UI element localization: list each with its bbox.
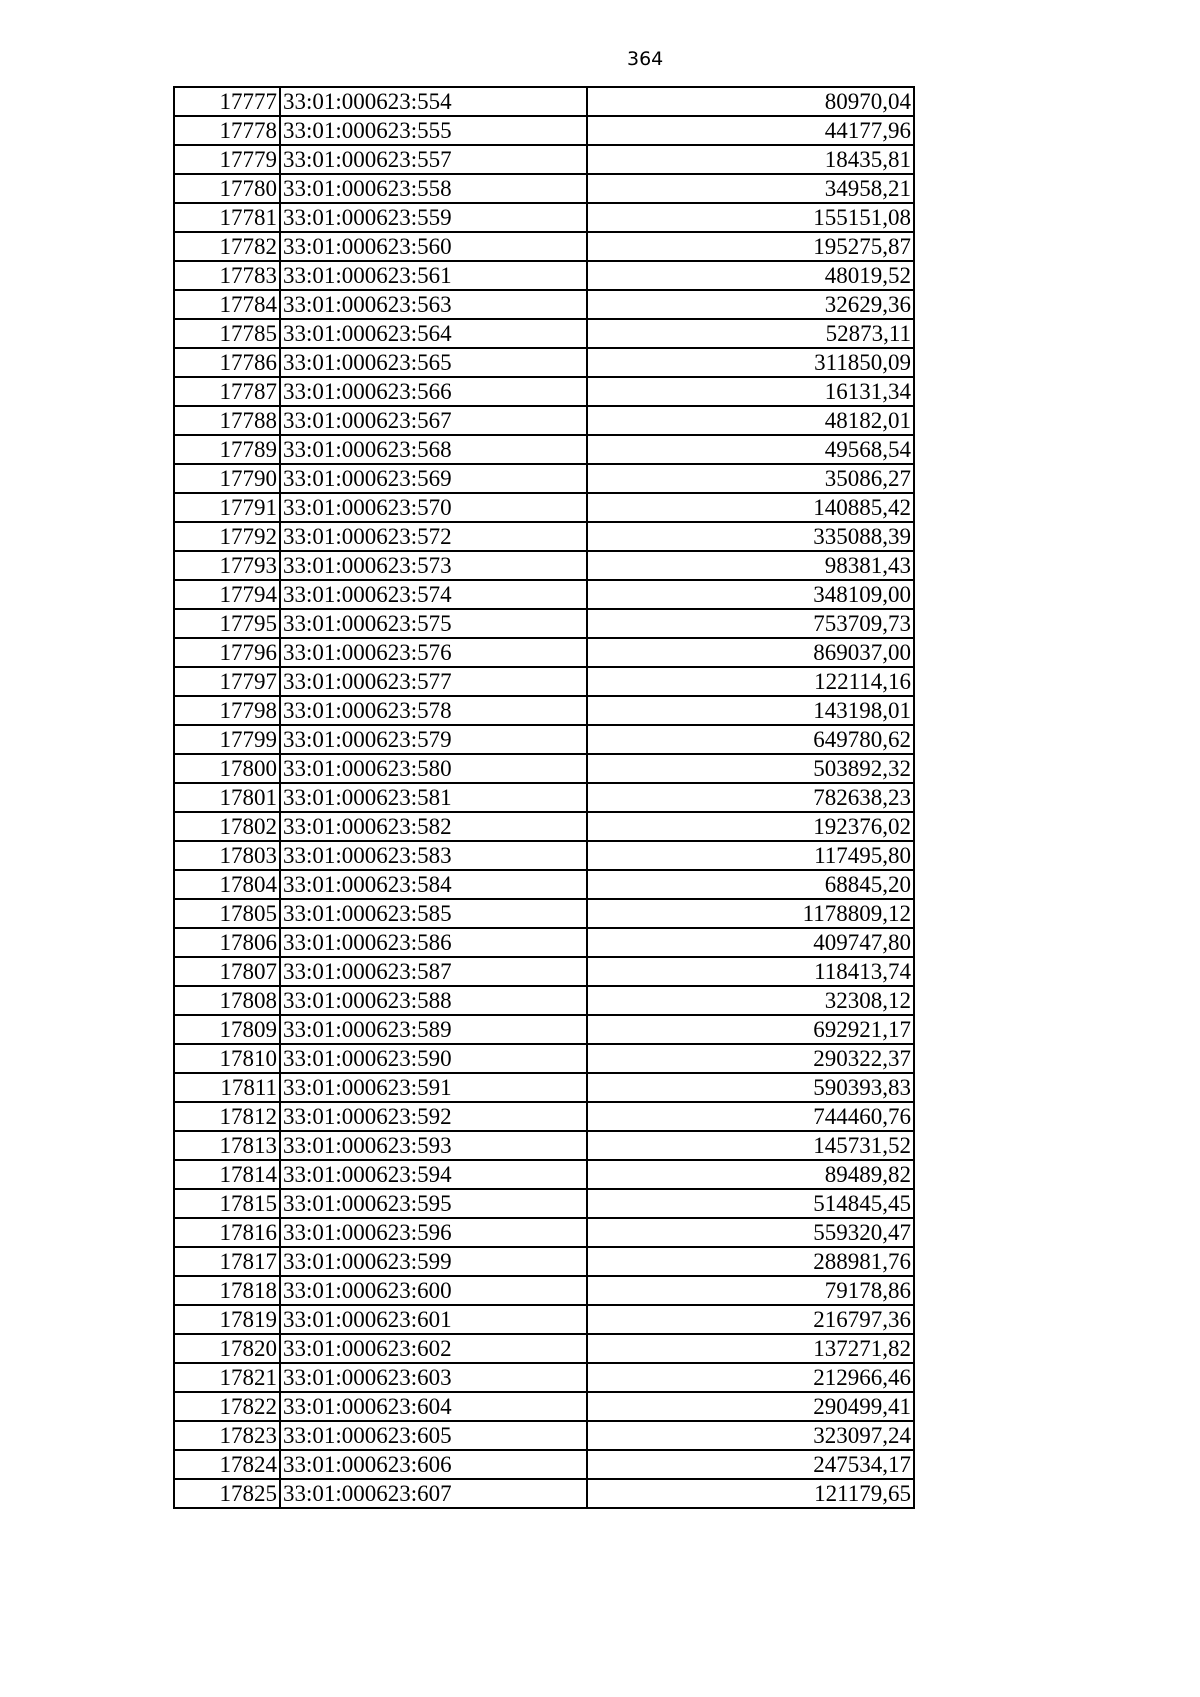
row-number-cell: 17806: [174, 928, 280, 957]
table-row: [174, 870, 914, 899]
cadastral-value-cell: 68845,20: [587, 870, 914, 899]
table-row: [174, 928, 914, 957]
cadastral-value-cell: 121179,65: [587, 1479, 914, 1508]
cadastral-value-cell: 89489,82: [587, 1160, 914, 1189]
cadastral-number-cell: 33:01:000623:581: [280, 783, 587, 812]
row-number-cell: 17823: [174, 1421, 280, 1450]
cadastral-value-cell: 118413,74: [587, 957, 914, 986]
cadastral-value-table: [173, 86, 915, 1509]
cadastral-number-cell: 33:01:000623:591: [280, 1073, 587, 1102]
row-number-cell: 17805: [174, 899, 280, 928]
table-row: [174, 957, 914, 986]
table-row: [174, 1392, 914, 1421]
row-number-cell: 17821: [174, 1363, 280, 1392]
cadastral-value-cell: 288981,76: [587, 1247, 914, 1276]
cadastral-number-cell: 33:01:000623:568: [280, 435, 587, 464]
page-number: 364: [627, 48, 664, 70]
table-row: [174, 203, 914, 232]
table-row: [174, 406, 914, 435]
cadastral-value-cell: 80970,04: [587, 87, 914, 116]
row-number-cell: 17795: [174, 609, 280, 638]
cadastral-value-cell: 348109,00: [587, 580, 914, 609]
cadastral-value-cell: 122114,16: [587, 667, 914, 696]
table-row: [174, 261, 914, 290]
table-row: [174, 783, 914, 812]
cadastral-value-cell: 247534,17: [587, 1450, 914, 1479]
cadastral-value-cell: 744460,76: [587, 1102, 914, 1131]
cadastral-value-cell: 18435,81: [587, 145, 914, 174]
cadastral-value-cell: 52873,11: [587, 319, 914, 348]
table-row: [174, 1305, 914, 1334]
cadastral-number-cell: 33:01:000623:600: [280, 1276, 587, 1305]
row-number-cell: 17815: [174, 1189, 280, 1218]
table-row: [174, 522, 914, 551]
row-number-cell: 17800: [174, 754, 280, 783]
cadastral-number-cell: 33:01:000623:557: [280, 145, 587, 174]
cadastral-number-cell: 33:01:000623:592: [280, 1102, 587, 1131]
cadastral-value-cell: 692921,17: [587, 1015, 914, 1044]
table-row: [174, 551, 914, 580]
cadastral-value-cell: 311850,09: [587, 348, 914, 377]
row-number-cell: 17801: [174, 783, 280, 812]
cadastral-number-cell: 33:01:000623:587: [280, 957, 587, 986]
cadastral-number-cell: 33:01:000623:602: [280, 1334, 587, 1363]
table-row: [174, 232, 914, 261]
table-row: [174, 1073, 914, 1102]
cadastral-value-cell: 869037,00: [587, 638, 914, 667]
row-number-cell: 17784: [174, 290, 280, 319]
row-number-cell: 17780: [174, 174, 280, 203]
row-number-cell: 17789: [174, 435, 280, 464]
cadastral-number-cell: 33:01:000623:584: [280, 870, 587, 899]
row-number-cell: 17810: [174, 1044, 280, 1073]
row-number-cell: 17778: [174, 116, 280, 145]
cadastral-value-cell: 323097,24: [587, 1421, 914, 1450]
row-number-cell: 17816: [174, 1218, 280, 1247]
cadastral-value-cell: 16131,34: [587, 377, 914, 406]
row-number-cell: 17807: [174, 957, 280, 986]
cadastral-number-cell: 33:01:000623:554: [280, 87, 587, 116]
row-number-cell: 17825: [174, 1479, 280, 1508]
row-number-cell: 17797: [174, 667, 280, 696]
row-number-cell: 17802: [174, 812, 280, 841]
row-number-cell: 17783: [174, 261, 280, 290]
table-row: [174, 1247, 914, 1276]
table-row: [174, 145, 914, 174]
cadastral-value-cell: 559320,47: [587, 1218, 914, 1247]
cadastral-value-cell: 32308,12: [587, 986, 914, 1015]
table-row: [174, 1450, 914, 1479]
table-row: [174, 580, 914, 609]
row-number-cell: 17785: [174, 319, 280, 348]
table-row: [174, 986, 914, 1015]
row-number-cell: 17788: [174, 406, 280, 435]
cadastral-value-cell: 290322,37: [587, 1044, 914, 1073]
cadastral-number-cell: 33:01:000623:559: [280, 203, 587, 232]
row-number-cell: 17786: [174, 348, 280, 377]
cadastral-value-cell: 44177,96: [587, 116, 914, 145]
cadastral-number-cell: 33:01:000623:572: [280, 522, 587, 551]
cadastral-value-cell: 335088,39: [587, 522, 914, 551]
cadastral-number-cell: 33:01:000623:603: [280, 1363, 587, 1392]
cadastral-number-cell: 33:01:000623:586: [280, 928, 587, 957]
row-number-cell: 17811: [174, 1073, 280, 1102]
row-number-cell: 17818: [174, 1276, 280, 1305]
row-number-cell: 17793: [174, 551, 280, 580]
row-number-cell: 17822: [174, 1392, 280, 1421]
table-row: [174, 1160, 914, 1189]
table-row: [174, 609, 914, 638]
row-number-cell: 17781: [174, 203, 280, 232]
table-row: [174, 348, 914, 377]
row-number-cell: 17813: [174, 1131, 280, 1160]
row-number-cell: 17799: [174, 725, 280, 754]
cadastral-value-cell: 98381,43: [587, 551, 914, 580]
cadastral-value-cell: 48019,52: [587, 261, 914, 290]
cadastral-number-cell: 33:01:000623:564: [280, 319, 587, 348]
cadastral-number-cell: 33:01:000623:574: [280, 580, 587, 609]
cadastral-number-cell: 33:01:000623:582: [280, 812, 587, 841]
table-row: [174, 377, 914, 406]
row-number-cell: 17814: [174, 1160, 280, 1189]
cadastral-value-cell: 514845,45: [587, 1189, 914, 1218]
row-number-cell: 17809: [174, 1015, 280, 1044]
cadastral-value-cell: 649780,62: [587, 725, 914, 754]
row-number-cell: 17820: [174, 1334, 280, 1363]
cadastral-number-cell: 33:01:000623:605: [280, 1421, 587, 1450]
cadastral-number-cell: 33:01:000623:580: [280, 754, 587, 783]
cadastral-number-cell: 33:01:000623:593: [280, 1131, 587, 1160]
row-number-cell: 17812: [174, 1102, 280, 1131]
table-row: [174, 464, 914, 493]
cadastral-number-cell: 33:01:000623:576: [280, 638, 587, 667]
cadastral-value-cell: 79178,86: [587, 1276, 914, 1305]
cadastral-value-cell: 409747,80: [587, 928, 914, 957]
cadastral-number-cell: 33:01:000623:590: [280, 1044, 587, 1073]
table-row: [174, 1102, 914, 1131]
table-row: [174, 1044, 914, 1073]
cadastral-number-cell: 33:01:000623:607: [280, 1479, 587, 1508]
table-body: [174, 87, 914, 1508]
cadastral-number-cell: 33:01:000623:567: [280, 406, 587, 435]
row-number-cell: 17787: [174, 377, 280, 406]
table-row: [174, 899, 914, 928]
table-row: [174, 290, 914, 319]
cadastral-value-cell: 32629,36: [587, 290, 914, 319]
table-row: [174, 435, 914, 464]
table-row: [174, 1421, 914, 1450]
row-number-cell: 17777: [174, 87, 280, 116]
table-row: [174, 841, 914, 870]
cadastral-number-cell: 33:01:000623:566: [280, 377, 587, 406]
cadastral-number-cell: 33:01:000623:583: [280, 841, 587, 870]
cadastral-value-cell: 35086,27: [587, 464, 914, 493]
cadastral-number-cell: 33:01:000623:588: [280, 986, 587, 1015]
cadastral-number-cell: 33:01:000623:606: [280, 1450, 587, 1479]
table-row: [174, 87, 914, 116]
cadastral-value-cell: 145731,52: [587, 1131, 914, 1160]
table-row: [174, 1479, 914, 1508]
cadastral-number-cell: 33:01:000623:560: [280, 232, 587, 261]
table-row: [174, 812, 914, 841]
cadastral-value-cell: 753709,73: [587, 609, 914, 638]
cadastral-value-cell: 216797,36: [587, 1305, 914, 1334]
cadastral-value-cell: 290499,41: [587, 1392, 914, 1421]
row-number-cell: 17792: [174, 522, 280, 551]
cadastral-value-cell: 48182,01: [587, 406, 914, 435]
cadastral-value-cell: 503892,32: [587, 754, 914, 783]
cadastral-value-cell: 155151,08: [587, 203, 914, 232]
cadastral-number-cell: 33:01:000623:601: [280, 1305, 587, 1334]
cadastral-value-cell: 192376,02: [587, 812, 914, 841]
row-number-cell: 17824: [174, 1450, 280, 1479]
table-row: [174, 493, 914, 522]
row-number-cell: 17819: [174, 1305, 280, 1334]
cadastral-value-cell: 195275,87: [587, 232, 914, 261]
cadastral-number-cell: 33:01:000623:565: [280, 348, 587, 377]
cadastral-value-cell: 590393,83: [587, 1073, 914, 1102]
cadastral-number-cell: 33:01:000623:577: [280, 667, 587, 696]
row-number-cell: 17798: [174, 696, 280, 725]
table-row: [174, 116, 914, 145]
table-row: [174, 319, 914, 348]
cadastral-number-cell: 33:01:000623:579: [280, 725, 587, 754]
table-row: [174, 696, 914, 725]
cadastral-number-cell: 33:01:000623:585: [280, 899, 587, 928]
cadastral-number-cell: 33:01:000623:573: [280, 551, 587, 580]
row-number-cell: 17796: [174, 638, 280, 667]
cadastral-number-cell: 33:01:000623:596: [280, 1218, 587, 1247]
cadastral-number-cell: 33:01:000623:599: [280, 1247, 587, 1276]
cadastral-value-cell: 140885,42: [587, 493, 914, 522]
table-row: [174, 1131, 914, 1160]
row-number-cell: 17808: [174, 986, 280, 1015]
cadastral-value-cell: 49568,54: [587, 435, 914, 464]
table-row: [174, 1189, 914, 1218]
cadastral-number-cell: 33:01:000623:555: [280, 116, 587, 145]
table-row: [174, 1363, 914, 1392]
table-row: [174, 638, 914, 667]
row-number-cell: 17779: [174, 145, 280, 174]
cadastral-value-cell: 117495,80: [587, 841, 914, 870]
row-number-cell: 17791: [174, 493, 280, 522]
cadastral-number-cell: 33:01:000623:604: [280, 1392, 587, 1421]
cadastral-number-cell: 33:01:000623:563: [280, 290, 587, 319]
cadastral-value-cell: 1178809,12: [587, 899, 914, 928]
table-row: [174, 667, 914, 696]
row-number-cell: 17804: [174, 870, 280, 899]
cadastral-number-cell: 33:01:000623:594: [280, 1160, 587, 1189]
cadastral-value-cell: 212966,46: [587, 1363, 914, 1392]
row-number-cell: 17794: [174, 580, 280, 609]
row-number-cell: 17782: [174, 232, 280, 261]
row-number-cell: 17790: [174, 464, 280, 493]
cadastral-value-cell: 34958,21: [587, 174, 914, 203]
cadastral-number-cell: 33:01:000623:569: [280, 464, 587, 493]
table-row: [174, 1276, 914, 1305]
cadastral-number-cell: 33:01:000623:589: [280, 1015, 587, 1044]
cadastral-number-cell: 33:01:000623:561: [280, 261, 587, 290]
table-row: [174, 1334, 914, 1363]
cadastral-value-cell: 137271,82: [587, 1334, 914, 1363]
cadastral-number-cell: 33:01:000623:570: [280, 493, 587, 522]
cadastral-value-cell: 143198,01: [587, 696, 914, 725]
cadastral-number-cell: 33:01:000623:558: [280, 174, 587, 203]
row-number-cell: 17803: [174, 841, 280, 870]
row-number-cell: 17817: [174, 1247, 280, 1276]
table-row: [174, 725, 914, 754]
cadastral-number-cell: 33:01:000623:575: [280, 609, 587, 638]
cadastral-number-cell: 33:01:000623:578: [280, 696, 587, 725]
table-row: [174, 1015, 914, 1044]
cadastral-value-cell: 782638,23: [587, 783, 914, 812]
table-row: [174, 1218, 914, 1247]
cadastral-number-cell: 33:01:000623:595: [280, 1189, 587, 1218]
table-row: [174, 754, 914, 783]
table-row: [174, 174, 914, 203]
